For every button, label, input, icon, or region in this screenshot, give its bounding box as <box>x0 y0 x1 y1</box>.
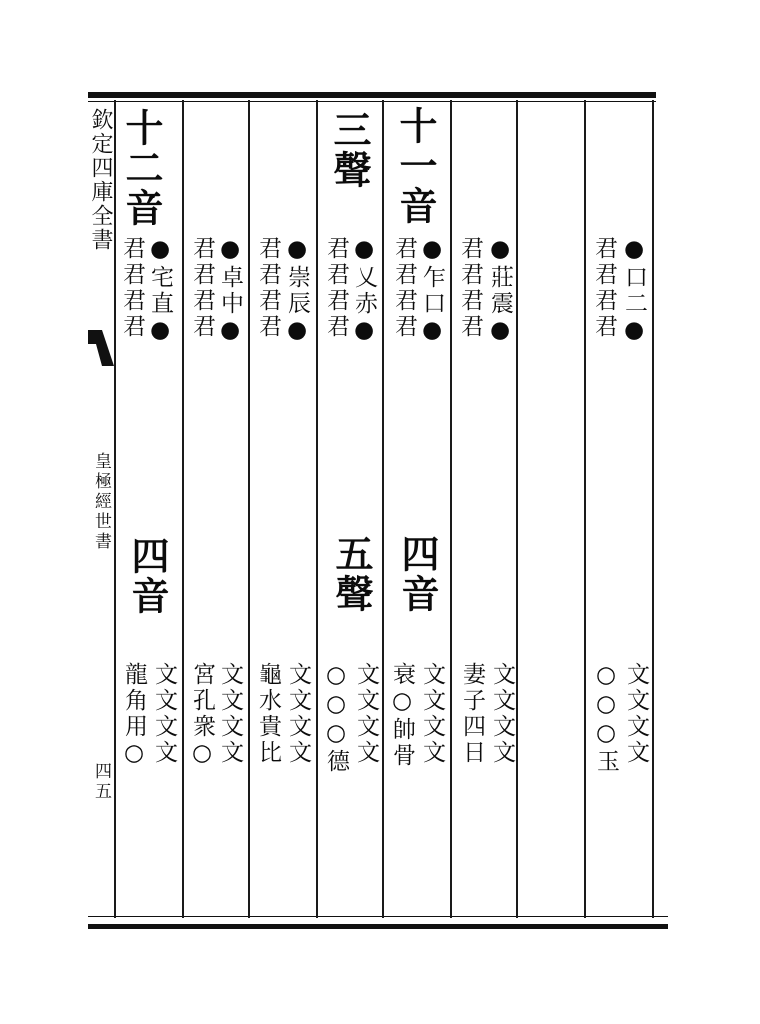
column-2-bottom-wen-line: 文文文文 <box>217 662 243 766</box>
column-6-bottom-wen-line: 文文文文 <box>489 662 515 766</box>
column-8-top-rhyme-line: ●口二● <box>621 236 647 346</box>
column-2-bottom-char-line: 宮孔衆○ <box>189 662 215 769</box>
column-8-bottom-char-line: ○○○玉 <box>593 662 619 775</box>
book-title: 欽定四庫全書 <box>88 108 113 252</box>
column-4-bottom-char-line: ○○○德 <box>323 662 349 775</box>
column-5-top-jun-line: 君君君君 <box>391 236 417 340</box>
column-4-bottom-wen-line: 文文文文 <box>353 662 379 766</box>
column-1-top-jun-line: 君君君君 <box>119 236 145 340</box>
column-3-bottom-char-line: 龜水貴比 <box>255 662 281 766</box>
column-3-top-jun-line: 君君君君 <box>255 236 281 340</box>
column-8-bottom-wen-line: 文文文文 <box>623 662 649 766</box>
column-4-top-rhyme-line: ●乂赤● <box>351 236 377 346</box>
column-divider <box>248 100 250 918</box>
column-1-top-heading: 十二音 <box>119 108 164 228</box>
column-2-top-jun-line: 君君君君 <box>189 236 215 340</box>
column-6-bottom-char-line: 妻子四日 <box>459 662 485 766</box>
column-3-bottom-wen-line: 文文文文 <box>285 662 311 766</box>
column-1-bottom-heading: 四音 <box>125 536 170 616</box>
bottom-border-rule <box>88 924 668 929</box>
column-divider <box>182 100 184 918</box>
column-divider <box>584 100 586 918</box>
column-3-top-rhyme-line: ●崇辰● <box>284 236 310 346</box>
column-5-bottom-heading: 四音 <box>395 534 440 614</box>
column-divider <box>652 100 654 918</box>
column-divider <box>450 100 452 918</box>
column-4-top-heading: 三聲 <box>327 110 372 190</box>
column-6-top-jun-line: 君君君君 <box>457 236 483 340</box>
column-1-bottom-char-line: 龍角用○ <box>121 662 147 769</box>
column-7-empty <box>518 102 584 916</box>
chapter-title: 皇極經世書 <box>91 452 111 552</box>
column-1-top-rhyme-line: ●宅直● <box>147 236 173 346</box>
column-1-bottom-wen-line: 文文文文 <box>151 662 177 766</box>
column-5-bottom-wen-line: 文文文文 <box>419 662 445 766</box>
column-4-bottom-heading: 五聲 <box>329 534 374 614</box>
column-5-top-heading: 十一音 <box>393 106 438 226</box>
column-5-bottom-char-line: 衰○帥骨 <box>389 662 415 769</box>
column-divider <box>382 100 384 918</box>
column-4-top-jun-line: 君君君君 <box>323 236 349 340</box>
column-6-top-rhyme-line: ●莊震● <box>487 236 513 346</box>
column-divider <box>316 100 318 918</box>
bottom-border-thin-rule <box>88 916 668 917</box>
fish-tail-mark <box>88 330 114 366</box>
column-divider <box>114 100 116 918</box>
top-border-rule <box>88 92 656 98</box>
column-5-top-rhyme-line: ●乍口● <box>419 236 445 346</box>
column-8-top-jun-line: 君君君君 <box>591 236 617 340</box>
column-2-top-rhyme-line: ●卓中● <box>217 236 243 346</box>
page-number: 四五 <box>91 762 111 802</box>
